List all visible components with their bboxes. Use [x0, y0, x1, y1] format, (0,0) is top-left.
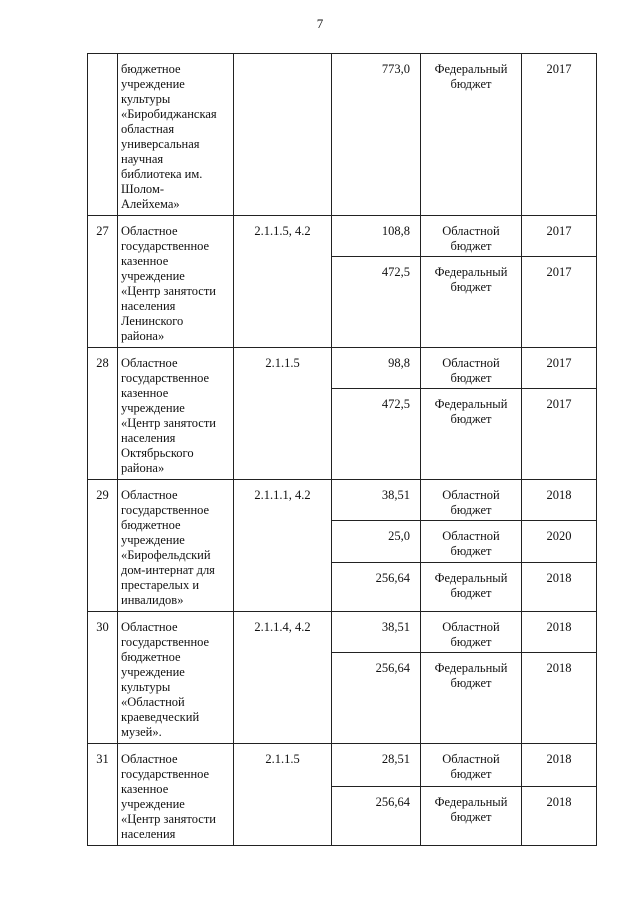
year-cell: 2018 — [522, 653, 597, 744]
organization-name: бюджетное учреждение культуры «Биробиджанская областная универсальная научная библиотека им. Шолом- Алейхема» — [121, 62, 217, 211]
table-row — [88, 348, 597, 389]
organization-cell — [118, 744, 234, 846]
year-cell: 2018 — [522, 744, 597, 787]
program-item: 2.1.1.4, 4.2 — [234, 612, 332, 744]
funding-table — [87, 53, 597, 846]
table-row — [88, 744, 597, 787]
funding-source: Областной бюджет — [442, 356, 500, 385]
organization-name: Областное государственное казенное учреждение «Центр занятости населения — [121, 752, 216, 841]
funding-source-cell — [421, 216, 522, 257]
funding-source-cell — [421, 54, 522, 216]
year-cell: 2017 — [522, 257, 597, 348]
row-number — [88, 54, 118, 216]
table-body — [88, 54, 597, 846]
program-item: 2.1.1.1, 4.2 — [234, 480, 332, 612]
funding-source-cell — [421, 521, 522, 562]
amount-cell: 256,64 — [332, 562, 421, 612]
page-number: 7 — [316, 16, 324, 31]
year-cell: 2017 — [522, 54, 597, 216]
row-number: 28 — [88, 348, 118, 480]
organization-name: Областное государственное бюджетное учреждение культуры «Областной краеведческий музей». — [121, 620, 210, 739]
row-number: 31 — [88, 744, 118, 846]
funding-source-cell — [421, 562, 522, 612]
program-item: 2.1.1.5 — [234, 348, 332, 480]
funding-source: Федеральный бюджет — [434, 795, 508, 825]
funding-source: Федеральный бюджет — [434, 62, 508, 91]
table-row — [88, 480, 597, 521]
organization-cell — [118, 54, 234, 216]
funding-source: Федеральный бюджет — [434, 570, 508, 600]
funding-source-cell — [421, 787, 522, 846]
funding-source: Областной бюджет — [442, 752, 500, 781]
table-row — [88, 216, 597, 257]
funding-source-cell — [421, 653, 522, 744]
year-cell: 2017 — [522, 216, 597, 257]
year-cell: 2020 — [522, 521, 597, 562]
funding-source: Областной бюджет — [442, 224, 500, 253]
organization-cell — [118, 480, 234, 612]
funding-source-cell — [421, 348, 522, 389]
year-cell: 2017 — [522, 389, 597, 480]
amount-cell: 108,8 — [332, 216, 421, 257]
funding-source-cell — [421, 389, 522, 480]
amount-cell: 38,51 — [332, 612, 421, 653]
amount-cell: 773,0 — [332, 54, 421, 216]
amount-cell: 28,51 — [332, 744, 421, 787]
organization-name: Областное государственное казенное учреждение «Центр занятости населения Октябрьского района» — [121, 356, 216, 475]
amount-cell: 256,64 — [332, 653, 421, 744]
organization-cell — [118, 216, 234, 348]
table-row — [88, 612, 597, 653]
funding-source-cell — [421, 257, 522, 348]
organization-name: Областное государственное бюджетное учреждение «Бирофельдский дом-интернат для престарелых и инвалидов» — [121, 488, 215, 607]
year-cell: 2018 — [522, 787, 597, 846]
funding-source: Федеральный бюджет — [434, 397, 508, 427]
row-number: 30 — [88, 612, 118, 744]
year-cell: 2018 — [522, 480, 597, 521]
organization-name: Областное государственное казенное учреждение «Центр занятости населения Ленинского района» — [121, 224, 216, 343]
funding-source: Федеральный бюджет — [434, 265, 508, 295]
organization-cell — [118, 612, 234, 744]
amount-cell: 472,5 — [332, 257, 421, 348]
funding-source-cell — [421, 480, 522, 521]
program-item — [234, 54, 332, 216]
funding-source: Областной бюджет — [442, 529, 500, 559]
year-cell: 2018 — [522, 562, 597, 612]
funding-source: Областной бюджет — [442, 488, 500, 517]
funding-source: Федеральный бюджет — [434, 661, 508, 691]
funding-source-cell — [421, 612, 522, 653]
amount-cell: 256,64 — [332, 787, 421, 846]
year-cell: 2018 — [522, 612, 597, 653]
row-number: 27 — [88, 216, 118, 348]
amount-cell: 98,8 — [332, 348, 421, 389]
amount-cell: 38,51 — [332, 480, 421, 521]
amount-cell: 25,0 — [332, 521, 421, 562]
organization-cell — [118, 348, 234, 480]
funding-source: Областной бюджет — [442, 620, 500, 649]
program-item: 2.1.1.5 — [234, 744, 332, 846]
row-number: 29 — [88, 480, 118, 612]
amount-cell: 472,5 — [332, 389, 421, 480]
table-row — [88, 54, 597, 216]
funding-source-cell — [421, 744, 522, 787]
program-item: 2.1.1.5, 4.2 — [234, 216, 332, 348]
year-cell: 2017 — [522, 348, 597, 389]
